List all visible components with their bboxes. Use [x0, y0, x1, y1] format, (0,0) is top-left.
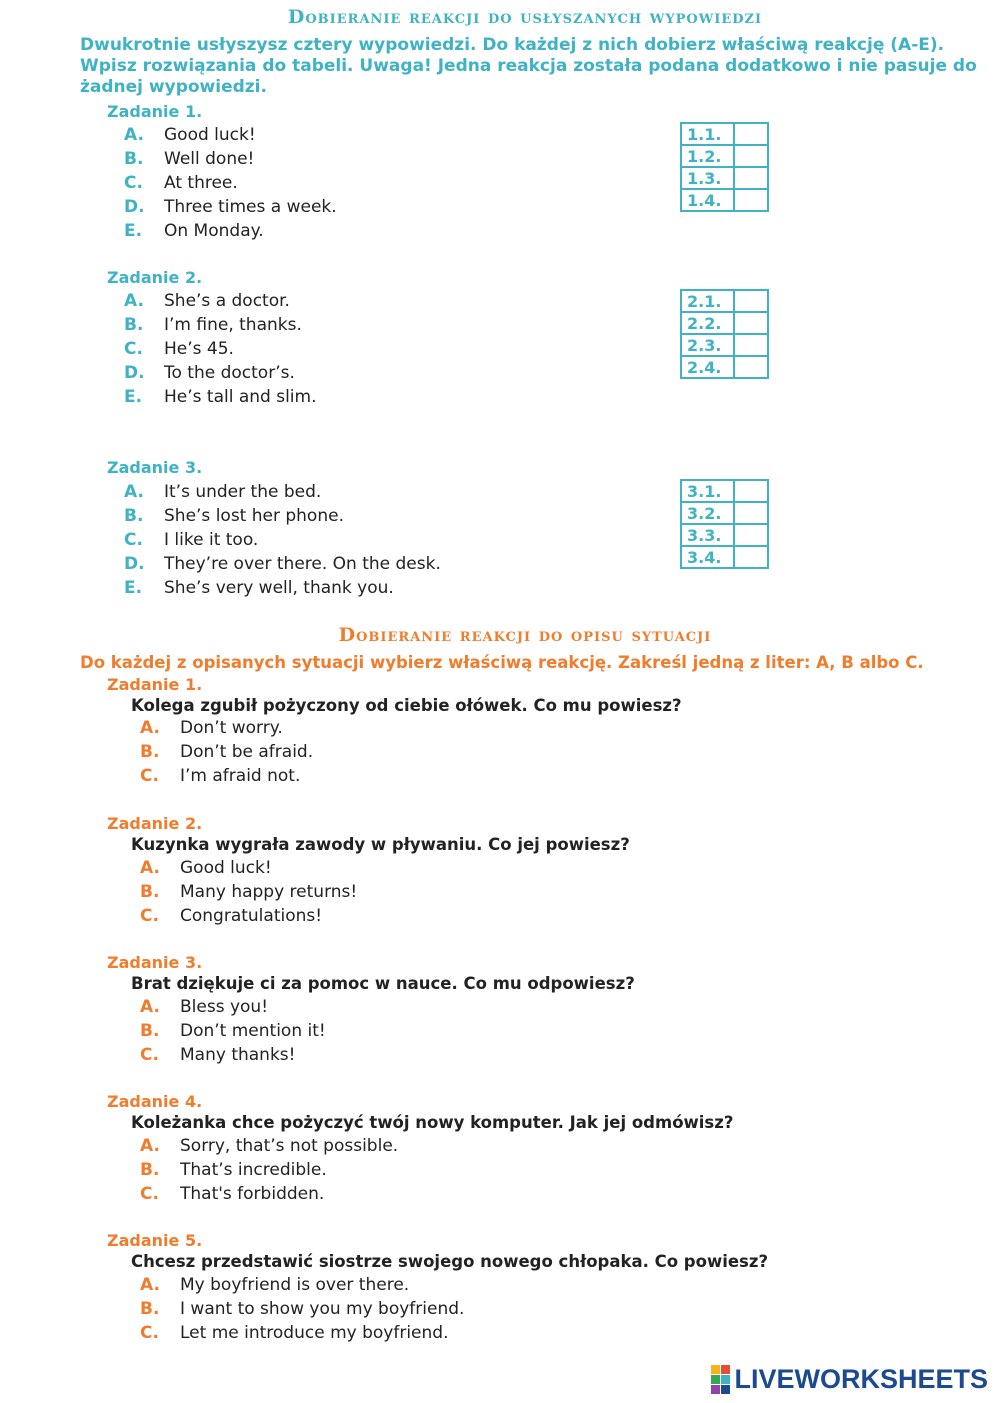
task-label: Zadanie 3. [107, 458, 203, 477]
task-label: Zadanie 2. [107, 814, 203, 833]
logo-text: LIVEWORKSHEETS [734, 1364, 988, 1394]
answer-label: 2.2. [681, 312, 734, 334]
task-options [140, 1134, 398, 1206]
task-label: Zadanie 2. [107, 268, 203, 287]
answer-box[interactable] [734, 334, 768, 356]
option: D. To the doctor’s. [124, 363, 295, 383]
answer-box[interactable] [734, 356, 768, 378]
option[interactable]: A. My boyfriend is over there. [140, 1275, 410, 1295]
option[interactable]: C. Congratulations! [140, 906, 323, 926]
option: A. Good luck! [124, 125, 256, 145]
task-options [140, 856, 357, 928]
task-question: Chcesz przedstawić siostrze swojego nowego chłopaka. Co powiesz? [131, 1252, 769, 1271]
answer-box[interactable] [734, 123, 768, 145]
liveworksheets-logo [711, 1364, 988, 1395]
answer-label: 3.4. [681, 546, 734, 568]
task-label: Zadanie 1. [107, 102, 203, 121]
option: D. Three times a week. [124, 197, 337, 217]
option: E. He’s tall and slim. [124, 387, 317, 407]
option[interactable]: C. That's forbidden. [140, 1184, 325, 1204]
answer-label: 3.1. [681, 480, 734, 502]
instruction-line: Dwukrotnie usłyszysz cztery wypowiedzi. Do każdej z nich dobierz właściwą reakcję (A-E). [80, 35, 945, 55]
answer-label: 1.1. [681, 123, 734, 145]
task-options [124, 289, 317, 409]
option[interactable]: B. I want to show you my boyfriend. [140, 1299, 465, 1319]
option: D. They’re over there. On the desk. [124, 554, 441, 574]
task-options [140, 716, 313, 788]
task-options [140, 995, 326, 1067]
answer-label: 1.3. [681, 167, 734, 189]
answer-box[interactable] [734, 502, 768, 524]
section2-title: Dobieranie reakcji do opisu sytuacji [338, 624, 712, 646]
option[interactable]: B. Don’t be afraid. [140, 742, 314, 762]
option[interactable]: A. Don’t worry. [140, 718, 283, 738]
section1-title: Dobieranie reakcji do usłyszanych wypowiedzi [287, 6, 763, 28]
answer-box[interactable] [734, 145, 768, 167]
option[interactable]: A. Sorry, that’s not possible. [140, 1136, 399, 1156]
task-options [140, 1273, 464, 1345]
answer-box[interactable] [734, 167, 768, 189]
task-label: Zadanie 3. [107, 953, 203, 972]
option: C. I like it too. [124, 530, 259, 550]
option: C. He’s 45. [124, 339, 234, 359]
answer-box[interactable] [734, 189, 768, 211]
answer-box[interactable] [734, 546, 768, 568]
task-question: Kolega zgubił pożyczony od ciebie ołówek. Co mu powiesz? [131, 696, 682, 715]
option: B. She’s lost her phone. [124, 506, 344, 526]
answer-label: 2.3. [681, 334, 734, 356]
task-question: Kuzynka wygrała zawody w pływaniu. Co jej powiesz? [131, 835, 630, 854]
logo-icon [711, 1365, 730, 1394]
answer-table [680, 479, 769, 569]
task-question: Brat dziękuje ci za pomoc w nauce. Co mu odpowiesz? [131, 974, 635, 993]
option[interactable]: C. Let me introduce my boyfriend. [140, 1323, 449, 1343]
answer-box[interactable] [734, 290, 768, 312]
task-question: Koleżanka chce pożyczyć twój nowy komputer. Jak jej odmówisz? [131, 1113, 734, 1132]
task-options [124, 480, 441, 600]
option[interactable]: C. I’m afraid not. [140, 766, 301, 786]
section1-instruction [80, 35, 977, 98]
answer-table [680, 122, 769, 212]
option: E. She’s very well, thank you. [124, 578, 394, 598]
answer-label: 1.4. [681, 189, 734, 211]
option[interactable]: A. Good luck! [140, 858, 272, 878]
answer-label: 3.3. [681, 524, 734, 546]
task-label: Zadanie 1. [107, 675, 203, 694]
instruction-line: Wpisz rozwiązania do tabeli. Uwaga! Jedna reakcja została podana dodatkowo i nie pasuje do [80, 56, 977, 76]
section2-instruction: Do każdej z opisanych sytuacji wybierz właściwą reakcję. Zakreśl jedną z liter: A, B albo C. [80, 653, 924, 672]
answer-label: 1.2. [681, 145, 734, 167]
answer-box[interactable] [734, 524, 768, 546]
option[interactable]: C. Many thanks! [140, 1045, 296, 1065]
instruction-line: żadnej wypowiedzi. [80, 77, 267, 97]
task-label: Zadanie 4. [107, 1092, 203, 1111]
option[interactable]: A. Bless you! [140, 997, 269, 1017]
answer-table [680, 289, 769, 379]
task-label: Zadanie 5. [107, 1231, 203, 1250]
option: A. She’s a doctor. [124, 291, 290, 311]
option[interactable]: B. Don’t mention it! [140, 1021, 326, 1041]
task-options [124, 123, 337, 243]
answer-label: 3.2. [681, 502, 734, 524]
option: A. It’s under the bed. [124, 482, 322, 502]
answer-label: 2.4. [681, 356, 734, 378]
answer-box[interactable] [734, 312, 768, 334]
option[interactable]: B. Many happy returns! [140, 882, 358, 902]
option: B. I’m fine, thanks. [124, 315, 302, 335]
option: E. On Monday. [124, 221, 264, 241]
option[interactable]: B. That’s incredible. [140, 1160, 327, 1180]
option: C. At three. [124, 173, 238, 193]
answer-label: 2.1. [681, 290, 734, 312]
answer-box[interactable] [734, 480, 768, 502]
option: B. Well done! [124, 149, 255, 169]
